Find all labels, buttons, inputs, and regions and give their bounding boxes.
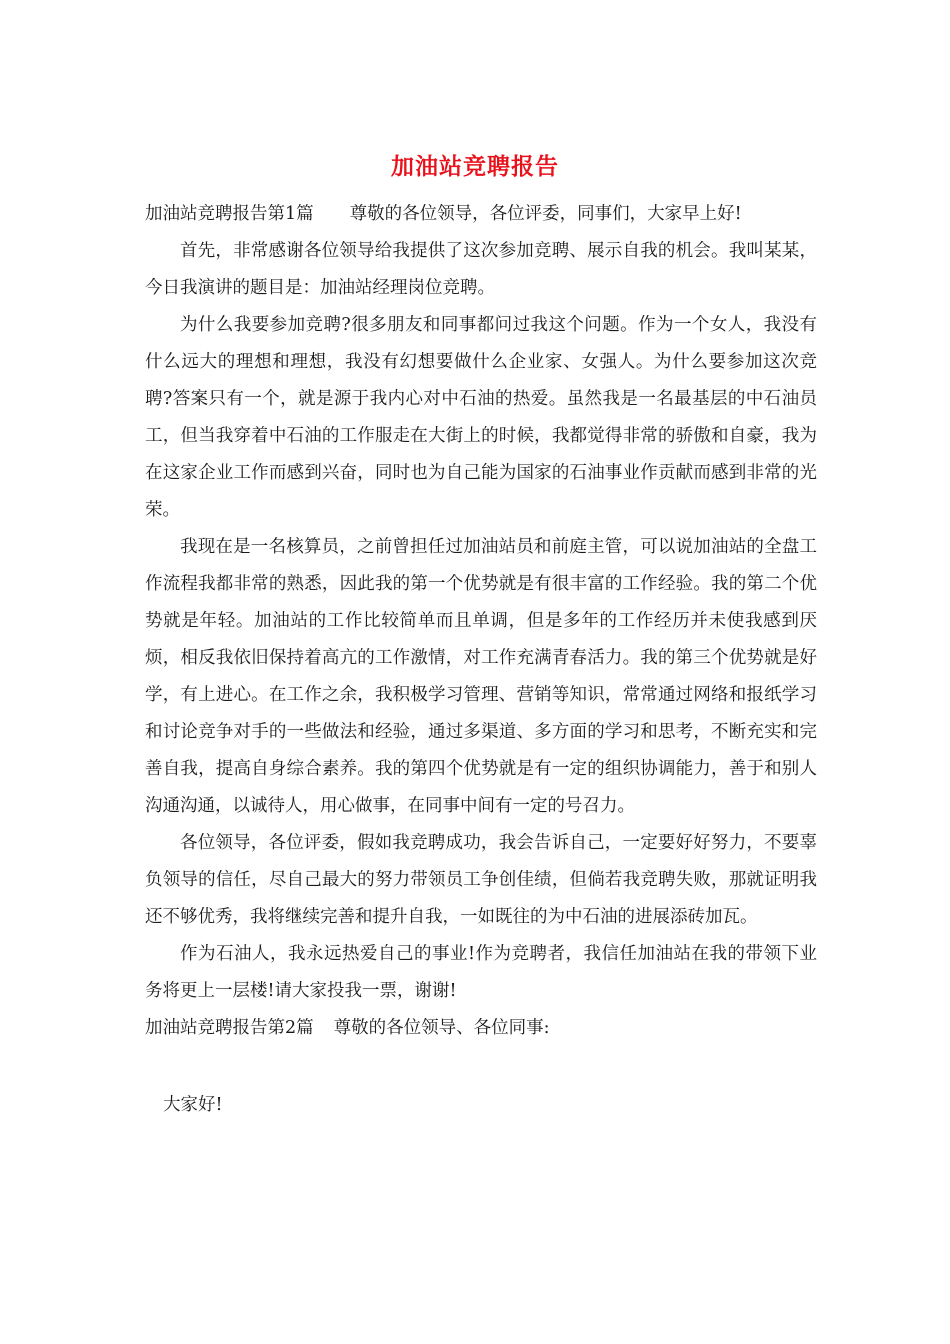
part2-label: 加油站竞聘报告第2篇 [145,1018,314,1038]
paragraph: 各位领导，各位评委，假如我竞聘成功，我会告诉自己，一定要好好努力，不要辜负领导的信任，尽自己最大的努力带领员工争创佳绩，但倘若我竞聘失败，那就证明我还不够优秀，我将继续完善和提升自我，一如既往的为中石油的进展添砖加瓦。 [145,833,817,927]
paragraph: 我现在是一名核算员，之前曾担任过加油站员和前庭主管，可以说加油站的全盘工作流程我都非常的熟悉，因此我的第一个优势就是有很丰富的工作经验。我的第二个优势就是年轻。加油站的工作比较简单而且单调，但是多年的工作经历并未使我感到厌烦，相反我依旧保持着高亢的工作激情，对工作充满青春活力。我的第三个优势就是好学，有上进心。在工作之余，我积极学习管理、营销等知识，常常通过网络和报纸学习和讨论竞争对手的一些做法和经验，通过多渠道、多方面的学习和思考，不断充实和完善自我，提高自身综合素养。我的第四个优势就是有一定的组织协调能力，善于和别人沟通沟通，以诚待人，用心做事，在同事中间有一定的号召力。 [145,537,817,816]
document-title: 加油站竞聘报告 [391,153,559,180]
paragraph: 首先，非常感谢各位领导给我提供了这次参加竞聘、展示自我的机会。我叫某某，今日我演讲的题目是：加油站经理岗位竞聘。 [145,241,817,298]
part2-heading [145,1010,817,1047]
part2-hello: 大家好! [163,1095,223,1115]
part1-heading [145,196,817,233]
part1-greeting: 尊敬的各位领导，各位评委，同事们，大家早上好! [349,204,742,224]
paragraph: 作为石油人，我永远热爱自己的事业!作为竞聘者，我信任加油站在我的带领下业务将更上一层楼!请大家投我一票，谢谢! [145,944,817,1001]
part1-label: 加油站竞聘报告第1篇 [145,204,314,224]
part2-greeting: 尊敬的各位领导、各位同事: [333,1018,550,1038]
document-body [145,196,817,1124]
paragraph: 为什么我要参加竞聘?很多朋友和同事都问过我这个问题。作为一个女人，我没有什么远大的理想和理想，我没有幻想要做什么企业家、女强人。为什么要参加这次竞聘?答案只有一个，就是源于我内心对中石油的热爱。虽然我是一名最基层的中石油员工，但当我穿着中石油的工作服走在大街上的时候，我都觉得非常的骄傲和自豪，我为在这家企业工作而感到兴奋，同时也为自己能为国家的石油事业作贡献而感到非常的光荣。 [145,315,817,520]
